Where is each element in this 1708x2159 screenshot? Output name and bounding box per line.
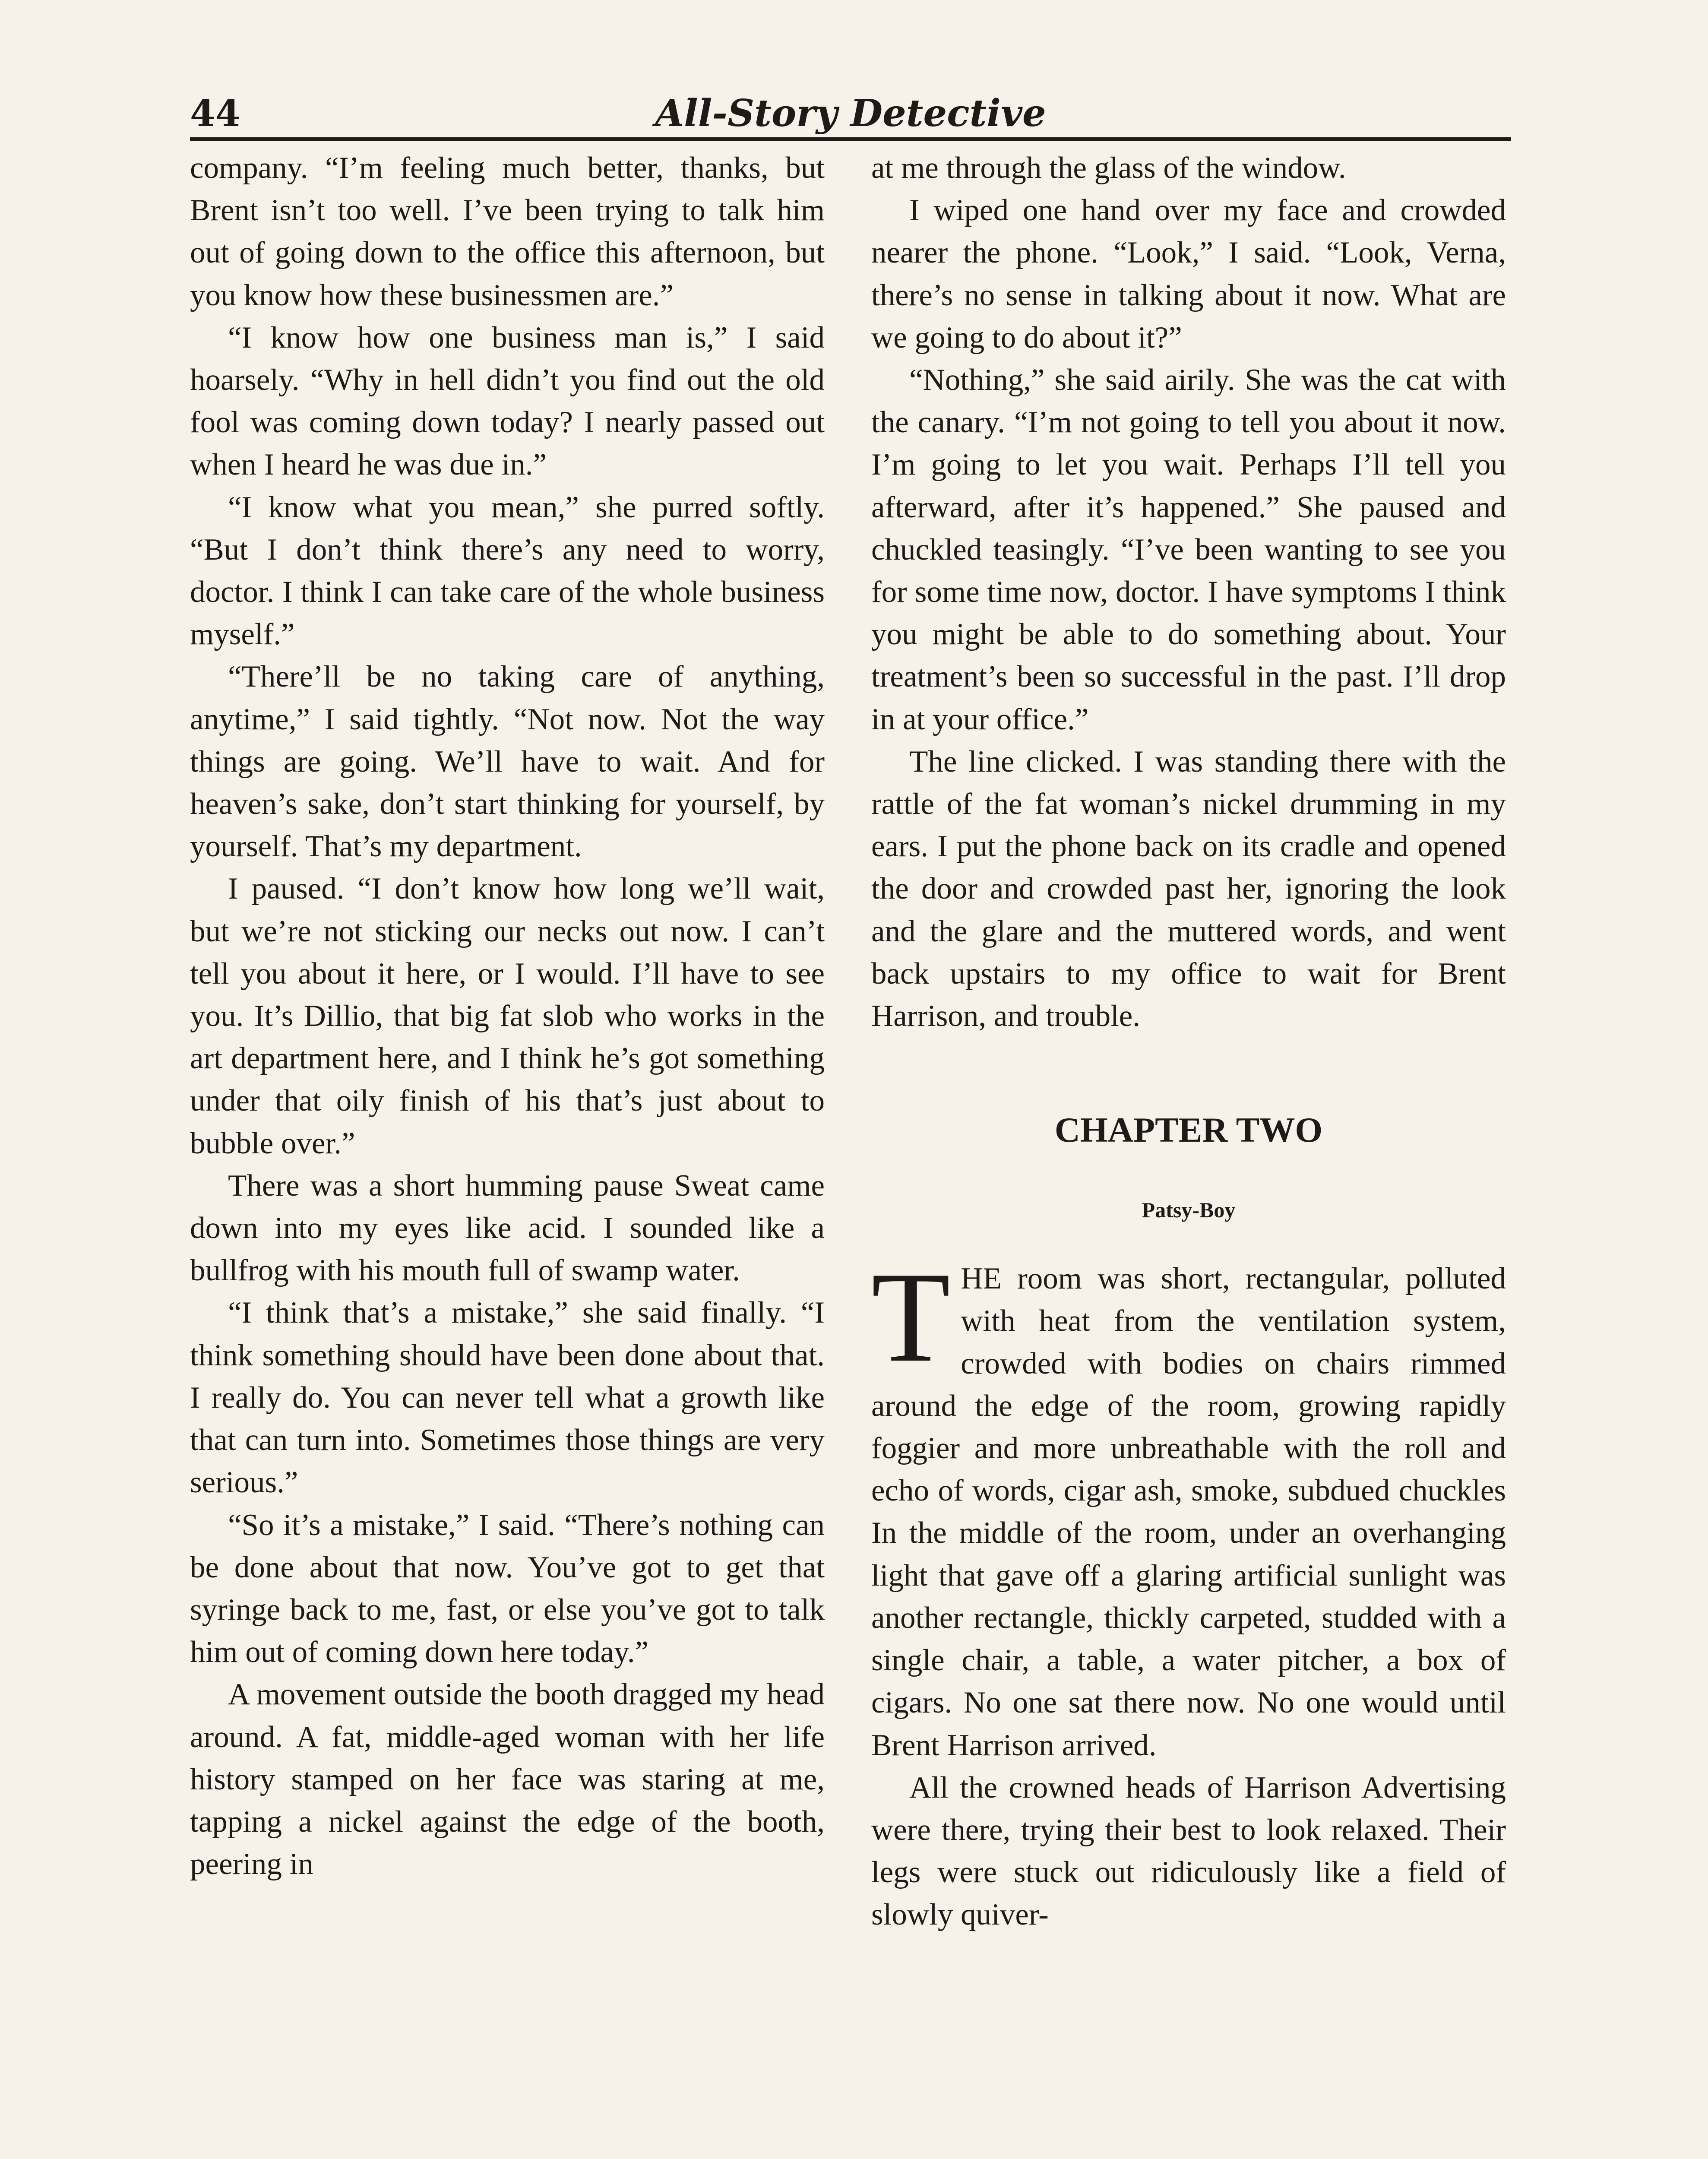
paragraph: The line clicked. I was standing there with the rattle of the fat woman’s nickel drumming in my ears. I put the phone back on its cradle and opened the door and crowded past her, ignoring the look and the glare and the muttered words, and went back upstairs to my office to wait for Brent Harrison, and trouble. <box>871 744 1506 1033</box>
magazine-title: All-Story Detective <box>655 92 1046 135</box>
chapter-first-text: HE room was short, rectangular, polluted with heat from the ventilation system, crowded with bodies on chairs rimmed around the edge of the room, growing rapidly foggier and more unbreathable with the roll and echo of words, cigar ash, smoke, subdued chuckles In the middle of the room, under an overhanging light that gave off a glaring artificial sunlight was another rectangle, thickly carpeted, studded with a single chair, a table, a water pitcher, a box of cigars. No one sat there now. No one would until Brent Harrison arrived. <box>871 1262 1506 1762</box>
chapter-subtitle: Patsy-Boy <box>1142 1198 1236 1222</box>
paragraph: I paused. “I don’t know how long we’ll wait, but we’re not sticking our necks out now. I can’t tell you about it here, or I would. I’ll have to see you. It’s Dillio, that big fat slob who works in the art department here, and I think he’s got something under that oily finish of his that’s just about to bubble over.” <box>190 872 825 1160</box>
left-column <box>190 147 825 1885</box>
paragraph: at me through the glass of the window. <box>871 151 1346 185</box>
chapter-first-paragraph <box>871 1245 1506 1766</box>
page-number: 44 <box>190 92 240 135</box>
paragraph: There was a short humming pause Sweat came down into my eyes like acid. I sounded like a bullfrog with his mouth full of swamp water. <box>190 1168 825 1288</box>
paragraph: All the crowned heads of Harrison Advertising were there, trying their best to look relaxed. Their legs were stuck out ridiculously like a field of slowly quiver- <box>871 1770 1506 1932</box>
paragraph: “I know how one business man is,” I said hoarsely. “Why in hell didn’t you find out the old fool was coming down today? I nearly passed out when I heard he was due in.” <box>190 320 825 482</box>
paragraph: “There’ll be no taking care of anything, anytime,” I said tightly. “Not now. Not the way things are going. We’ll have to wait. And for heaven’s sake, don’t start thinking for yourself, by yourself. That’s my department. <box>190 660 825 864</box>
chapter-heading: CHAPTER TWO <box>1054 1110 1323 1150</box>
paragraph: I wiped one hand over my face and crowded nearer the phone. “Look,” I said. “Look, Verna, there’s no sense in talking about it now. What are we going to do about it?” <box>871 193 1506 355</box>
chapter-body <box>871 1245 1506 1936</box>
paragraph: company. “I’m feeling much better, thanks, but Brent isn’t too well. I’ve been trying to talk him out of going down to the office this afternoon, but you know how these businessmen are.” <box>190 151 825 312</box>
paragraph: “I know what you mean,” she purred softly. “But I don’t think there’s any need to worry, doctor. I think I can take care of the whole business myself.” <box>190 490 825 652</box>
paragraph: “So it’s a mistake,” I said. “There’s nothing can be done about that now. You’ve got to get that syringe back to me, fast, or else you’ve got to talk him out of coming down here today.” <box>190 1508 825 1669</box>
page-header <box>190 90 1511 137</box>
right-column <box>871 147 1506 1936</box>
drop-cap: T <box>871 1245 951 1389</box>
header-rule <box>190 137 1511 141</box>
paragraph: “I think that’s a mistake,” she said finally. “I think something should have been done about that. I really do. You can never tell what a growth like that can turn into. Sometimes those things are very serious.” <box>190 1296 825 1500</box>
paragraph: “Nothing,” she said airily. She was the cat with the canary. “I’m not going to tell you about it now. I’m going to let you wait. Perhaps I’ll tell you afterward, after it’s happened.” She paused and chuckled teasingly. “I’ve been wanting to see you for some time now, doctor. I have symptoms I think you might be able to do something about. Your treatment’s been so successful in the past. I’ll drop in at your office.” <box>871 363 1506 736</box>
paragraph: A movement outside the booth dragged my head around. A fat, middle-aged woman with her life history stamped on her face was staring at me, tapping a nickel against the edge of the booth, peering in <box>190 1678 825 1881</box>
